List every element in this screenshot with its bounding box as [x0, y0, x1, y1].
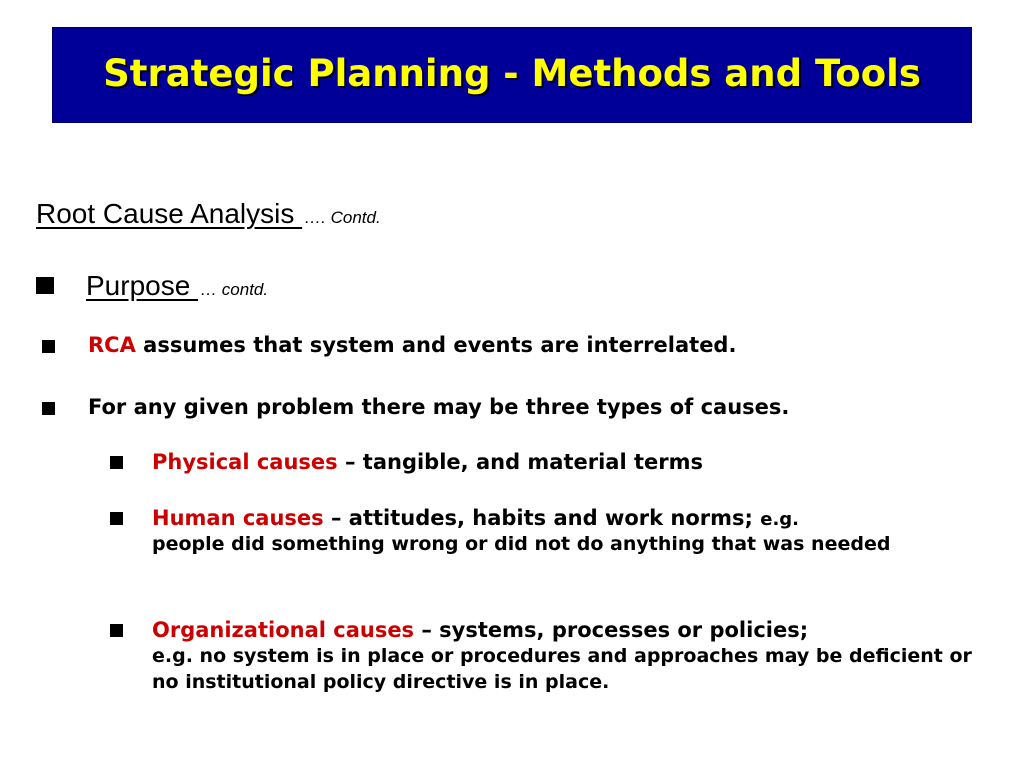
sub-bullet-physical — [152, 450, 972, 475]
bullet-text: For any given problem there may be three types of causes. — [88, 395, 790, 419]
bullet-highlight: RCA — [88, 333, 136, 357]
square-bullet-icon — [36, 277, 54, 294]
bullet-text: assumes that system and events are interrelated. — [135, 333, 737, 357]
sub-bullet-detail-text: no system is in place or procedures and approaches may be deficient or no institutional policy directive is in place. — [152, 645, 972, 694]
sub-bullet-eg: e.g. — [152, 645, 193, 668]
sub-bullet-detail — [152, 643, 972, 695]
sub-bullet-highlight: Organizational causes — [152, 618, 415, 642]
sub-bullet-text: – attitudes, habits and work norms; — [323, 506, 761, 530]
sub-bullet-eg: e.g. — [760, 509, 800, 530]
purpose-heading-text: Purpose — [86, 270, 199, 301]
sub-bullet-highlight: Human causes — [152, 506, 324, 530]
bullet-causes — [88, 395, 978, 420]
sub-bullet-human — [152, 506, 972, 557]
sub-bullet-detail: people did something wrong or did not do anything that was needed — [152, 533, 891, 556]
section-heading-contd: …. Contd. — [304, 208, 381, 227]
bullet-rca — [88, 333, 978, 358]
title-banner — [52, 27, 972, 123]
section-heading — [36, 198, 381, 230]
square-bullet-icon — [42, 340, 55, 353]
purpose-heading — [36, 270, 268, 302]
slide-title: Strategic Planning - Methods and Tools — [103, 52, 921, 95]
section-heading-text: Root Cause Analysis — [36, 198, 303, 229]
square-bullet-icon — [42, 402, 55, 415]
square-bullet-icon — [110, 512, 123, 525]
sub-bullet-organizational — [152, 618, 972, 695]
sub-bullet-highlight: Physical causes — [152, 450, 338, 474]
sub-bullet-text: – systems, processes or policies; — [414, 618, 809, 642]
sub-bullet-text: – tangible, and material terms — [337, 450, 703, 474]
square-bullet-icon — [110, 456, 123, 469]
purpose-heading-contd: … contd. — [200, 280, 269, 299]
square-bullet-icon — [110, 624, 123, 637]
